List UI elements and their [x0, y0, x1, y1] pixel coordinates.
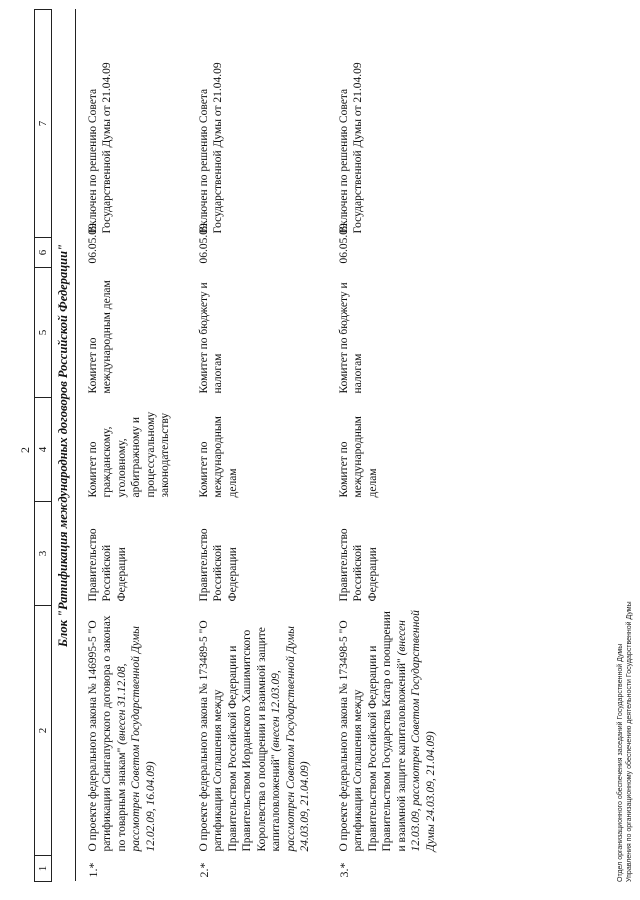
- consideration-date: 06.05.09: [86, 223, 99, 264]
- bill-number: № 146995-5: [86, 636, 99, 695]
- block-heading: Блок "Ратификация международных договоров Российской Федерации": [52, 10, 76, 882]
- table-row: [75, 10, 187, 882]
- inclusion-basis: Включен по решению Совета Государственной Думы от 21.04.09: [86, 62, 113, 234]
- bill-number: № 173489-5: [197, 636, 210, 695]
- consideration-date: 06.05.09: [337, 223, 350, 264]
- column-number: 2: [35, 606, 52, 856]
- column-number: 7: [35, 10, 52, 238]
- consideration-date: 06.05.09: [197, 223, 210, 264]
- lead-committee: Комитет по международным делам: [337, 416, 379, 498]
- row-number: 2.*: [196, 862, 211, 878]
- bill-title: "О ратификации Сингапурского договора о законах по товарным знакам": [86, 615, 128, 852]
- row-number: 3.*: [336, 862, 351, 878]
- page-number: 2: [18, 447, 32, 453]
- row-number: 1.*: [85, 862, 100, 878]
- bill-author: Правительство Российской Федерации: [197, 528, 239, 602]
- page-footer: [616, 601, 634, 882]
- lead-committee: Комитет по гражданскому, уголовному, арбитражному и процессуальному законодательству: [86, 411, 171, 498]
- bill-prefix: О проекте федерального закона: [197, 694, 210, 852]
- column-number-row: [35, 10, 52, 882]
- column-number: 4: [35, 398, 52, 502]
- bill-title: "О ратификации Соглашения между Правительством Российской Федерации и Правительством Государства Катар о поощрении и взаимной защите капиталовложений": [337, 611, 408, 852]
- footer-line: Управления по организационному обеспечению деятельности Государственной Думы: [626, 601, 633, 882]
- bill-author: Правительство Российской Федерации: [86, 528, 128, 602]
- bill-introduction-note: (внесен 12.03.09, рассмотрен Советом Государственной Думы 24.03.09, 21.04.09): [270, 626, 311, 852]
- bill-description: [187, 606, 327, 856]
- bill-description: [75, 606, 187, 856]
- co-committee: Комитет по бюджету и налогам: [337, 282, 364, 394]
- inclusion-basis: Включен по решению Совета Государственной Думы от 21.04.09: [337, 62, 364, 234]
- bill-number: № 173498-5: [337, 636, 350, 695]
- bill-title: "О ратификации Соглашения между Правительством Российской Федерации и Правительством Иорданского Хашимитского Королевства о поощрении и взаимной защите капиталовложений": [197, 620, 282, 852]
- bill-introduction-note: (внесен 31.12.08, рассмотрен Советом Государственной Думы 12.02.09, 16.04.09): [115, 626, 157, 852]
- bill-author: Правительство Российской Федерации: [337, 528, 379, 602]
- bill-description: [327, 606, 453, 856]
- lead-committee: Комитет по международным делам: [197, 416, 239, 498]
- table-row: [327, 10, 453, 882]
- bill-introduction-note: (внесен 12.03.09, рассмотрен Советом Государственной Думы 24.03.09, 21.04.09): [395, 610, 437, 852]
- footer-line: Отдел организационного обеспечения заседаний Государственной Думы: [617, 643, 624, 882]
- column-number: 3: [35, 502, 52, 606]
- co-committee: Комитет по международным делам: [86, 280, 113, 394]
- co-committee: Комитет по бюджету и налогам: [197, 282, 224, 394]
- column-number: 6: [35, 238, 52, 268]
- bill-prefix: О проекте федерального закона: [337, 694, 350, 852]
- column-number: 5: [35, 268, 52, 398]
- inclusion-basis: Включен по решению Совета Государственной Думы от 21.04.09: [197, 62, 224, 234]
- agenda-table: [34, 9, 452, 882]
- table-row: [187, 10, 327, 882]
- column-number: 1: [35, 856, 52, 882]
- bill-prefix: О проекте федерального закона: [86, 694, 99, 852]
